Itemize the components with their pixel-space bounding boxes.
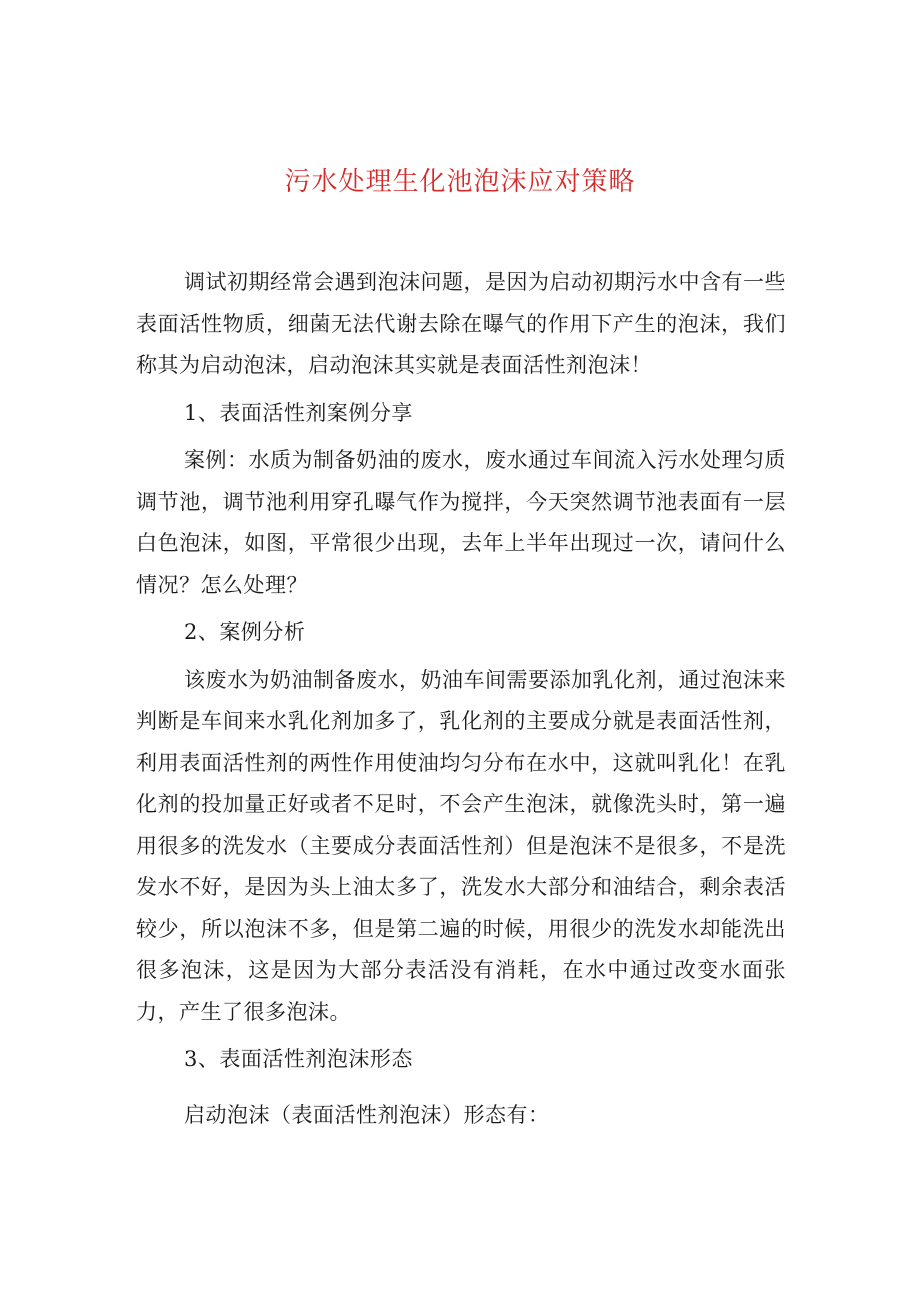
section-heading-2: 2、案例分析 (184, 620, 306, 644)
document-title: 污水处理生化池泡沫应对策略 (284, 167, 636, 197)
section-heading-3: 3、表面活性剂泡沫形态 (184, 1047, 413, 1071)
foam-forms-paragraph: 启动泡沫（表面活性剂泡沫）形态有： (184, 1102, 550, 1127)
section-heading-1: 1、表面活性剂案例分享 (184, 400, 413, 425)
document-body (136, 262, 786, 1136)
case-paragraph: 案例：水质为制备奶油的废水，废水通过车间流入污水处理匀质调节池，调节池利用穿孔曝气作为搅拌，今天突然调节池表面有一层白色泡沫，如图，平常很少出现，去年上半年出现过一次，请问什么情况？怎么处理？ (136, 448, 786, 597)
analysis-paragraph: 该废水为奶油制备废水，奶油车间需要添加乳化剂，通过泡沫来判断是车间来水乳化剂加多了，乳化剂的主要成分就是表面活性剂，利用表面活性剂的两性作用使油均匀分布在水中，这就叫乳化！在乳化剂的投加量正好或者不足时，不会产生泡沫，就像洗头时，第一遍用很多的洗发水（主要成分表面活性剂）但是泡沫不是很多，不是洗发水不好，是因为头上油太多了，洗发水大部分和油结合，剩余表活较少，所以泡沫不多，但是第二遍的时候，用很少的洗发水却能洗出很多泡沫，这是因为大部分表活没有消耗，在水中通过改变水面张力，产生了很多泡沫。 (136, 667, 786, 1024)
intro-paragraph: 调试初期经常会遇到泡沫问题，是因为启动初期污水中含有一些表面活性物质，细菌无法代谢去除在曝气的作用下产生的泡沫，我们称其为启动泡沫，启动泡沫其实就是表面活性剂泡沫！ (136, 270, 786, 377)
